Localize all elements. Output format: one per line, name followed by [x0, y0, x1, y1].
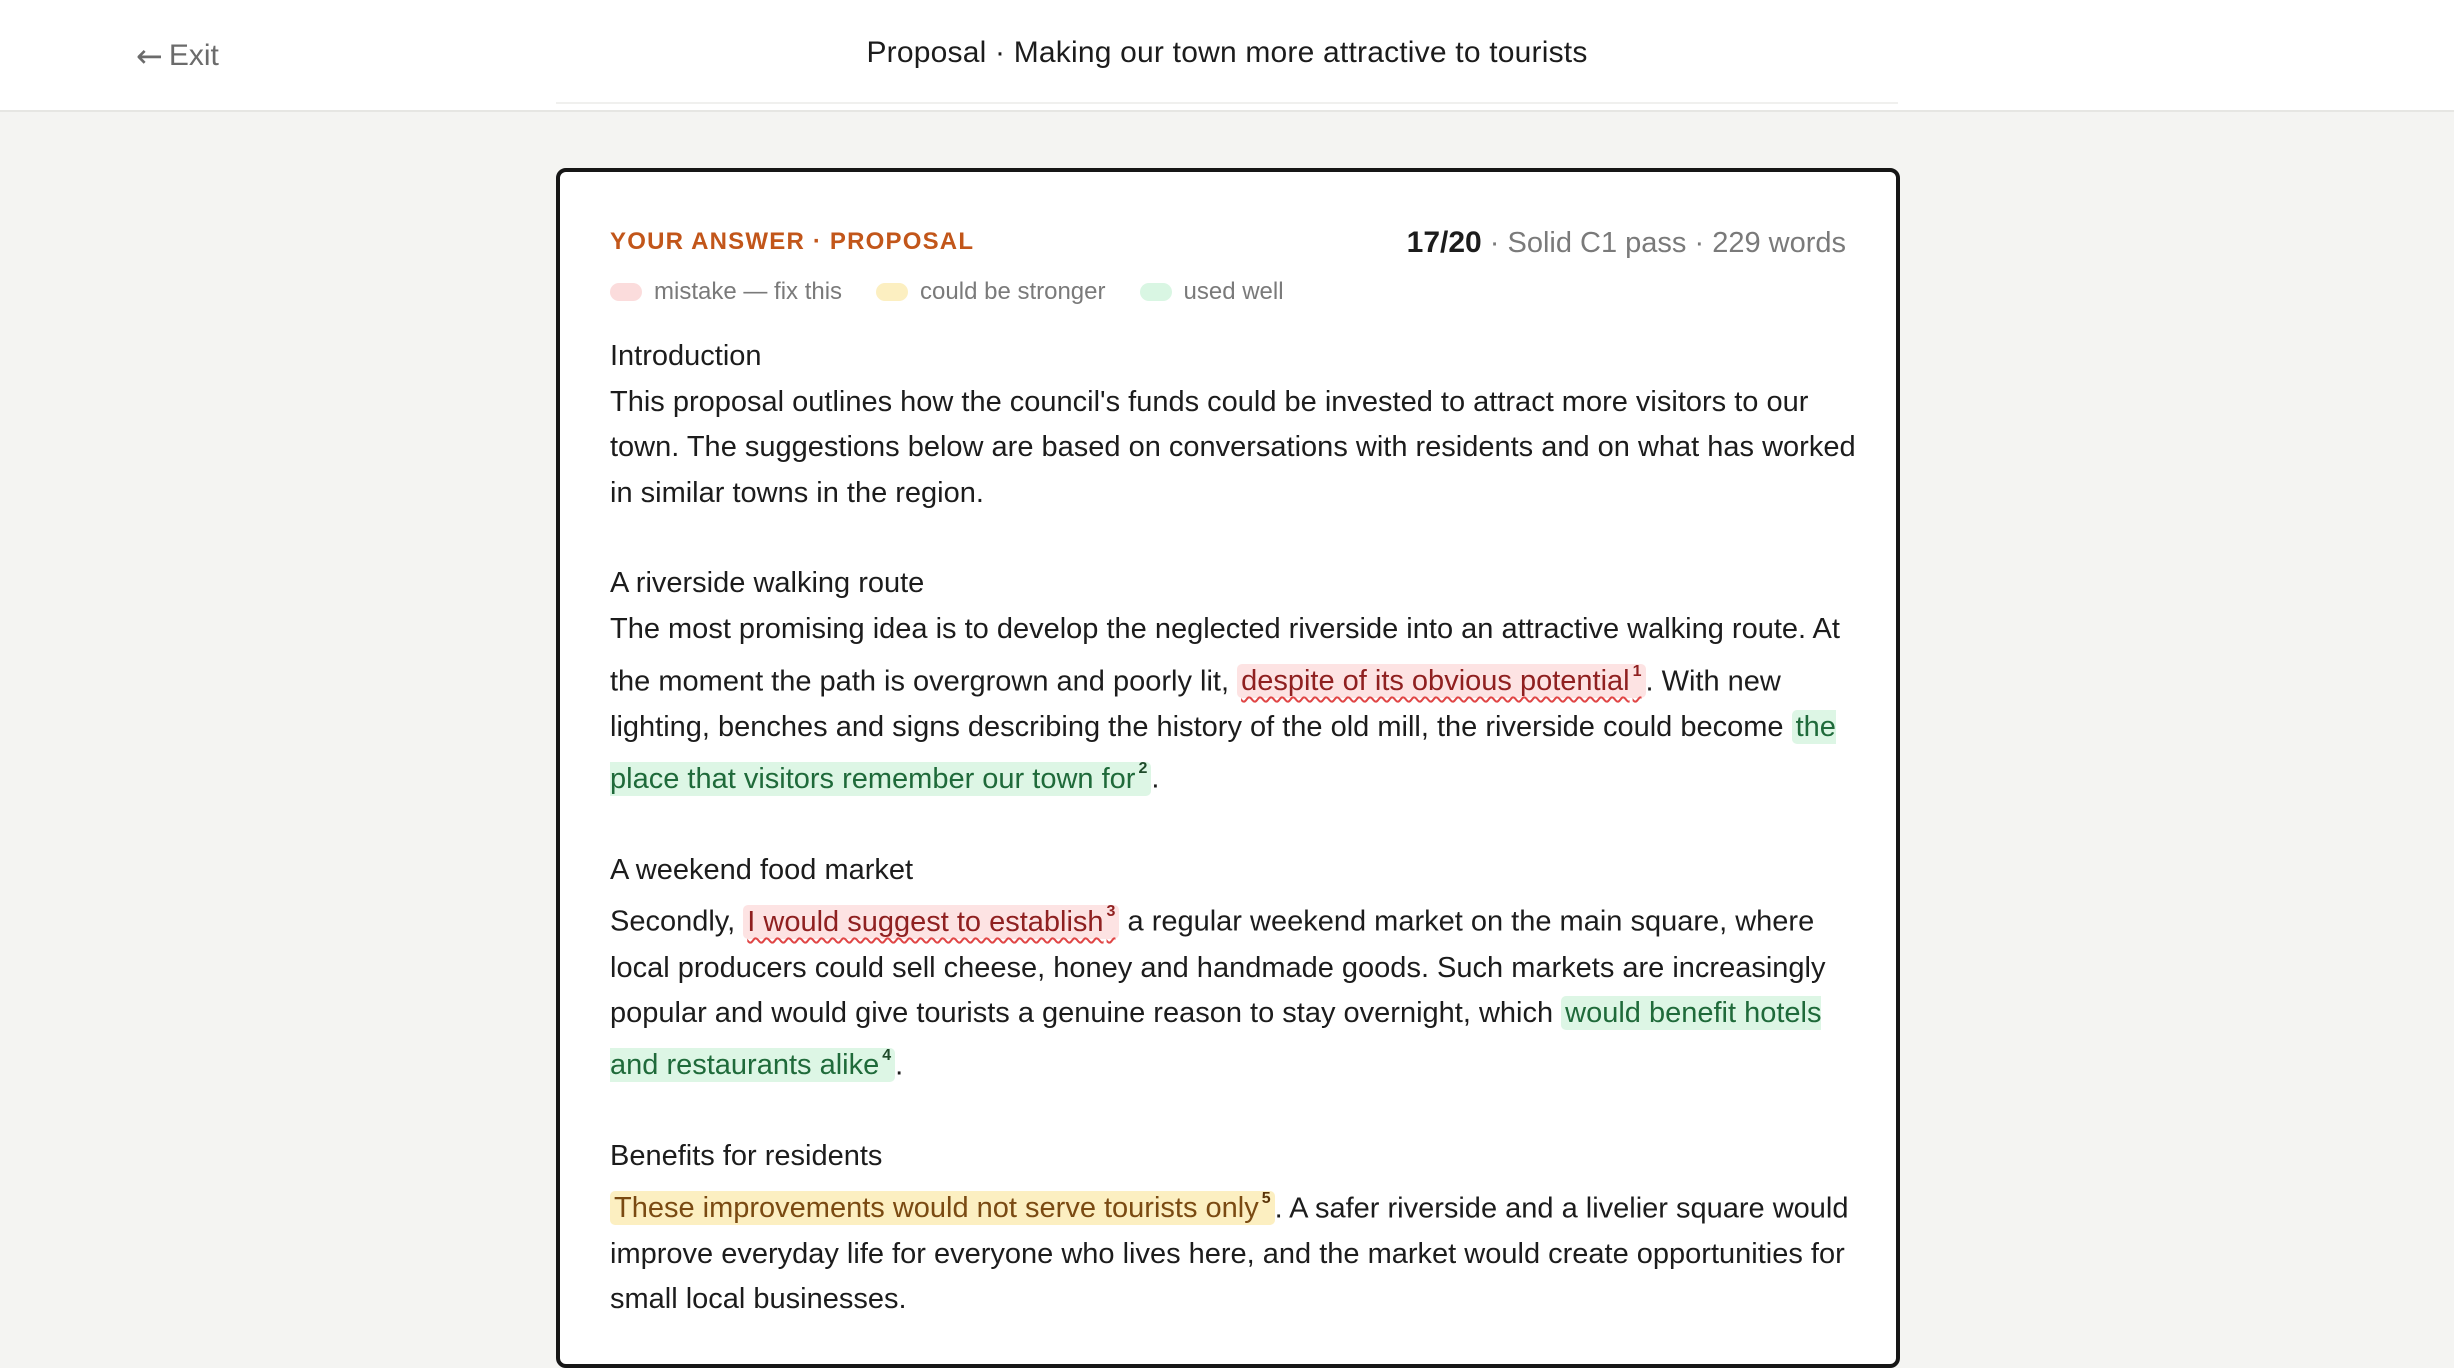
score-detail: · Solid C1 pass · 229 words: [1481, 227, 1846, 259]
stronger-highlight-5[interactable]: [610, 1191, 1275, 1225]
highlight-text: the place that visitors remember our town for: [610, 710, 1836, 796]
card-header: [610, 226, 1846, 266]
highlight-legend: [610, 278, 1284, 306]
answer-text: [610, 334, 1860, 1368]
annotation-number: 3: [1106, 903, 1116, 921]
page-title: Proposal · Making our town more attractive to tourists: [866, 36, 1588, 69]
score-value: 17/20: [1406, 226, 1482, 259]
annotation-number: 4: [882, 1046, 892, 1064]
score-summary: [1407, 226, 1846, 260]
legend-stronger-label: could be stronger: [920, 278, 1106, 305]
section-benefits: [610, 1134, 1860, 1323]
section-title: Introduction: [610, 340, 762, 372]
legend-mistake: [610, 278, 842, 306]
answer-type-label: YOUR ANSWER · PROPOSAL: [610, 228, 975, 255]
paragraph: This proposal outlines how the council's funds could be invested to attract more visitors to our town. The suggestions below are based on conversations with residents and on what has worked in similar towns in the region.: [610, 385, 1856, 509]
mistake-highlight-3[interactable]: [743, 905, 1119, 939]
section-title: A weekend food market: [610, 853, 914, 886]
annotation-number: 1: [1632, 662, 1642, 680]
paragraph-text: .: [1151, 763, 1160, 796]
section-food-market: [610, 848, 1860, 1089]
section-introduction: [610, 334, 1860, 516]
legend-mistake-label: mistake — fix this: [654, 278, 843, 305]
highlight-text: These improvements would not serve tourists only: [614, 1192, 1259, 1225]
paragraph-text: . With new lighting, benches and signs describing the history of the old mill, the riverside could become: [610, 665, 1792, 743]
section-title: Benefits for residents: [610, 1139, 883, 1172]
highlight-text: despite of its obvious potential: [1241, 665, 1630, 698]
mistake-highlight-1[interactable]: [1237, 664, 1645, 698]
mistake-swatch: [610, 283, 642, 301]
annotation-number: 5: [1261, 1189, 1271, 1207]
legend-well-label: used well: [1183, 278, 1284, 305]
legend-stronger: [876, 278, 1105, 306]
section-riverside: [610, 561, 1860, 802]
section-title: A riverside walking route: [610, 567, 925, 600]
paragraph-text: .: [895, 1049, 904, 1082]
highlight-text: I would suggest to establish: [747, 905, 1104, 938]
paragraph-text: a regular weekend market on the main square, where local producers could sell cheese, honey and handmade goods. Such markets are increasingly popular and would give tourists a genuine reason to stay overnight, which: [610, 905, 1826, 1030]
well-swatch: [1140, 283, 1172, 301]
stronger-swatch: [876, 283, 908, 301]
paragraph-text: . A safer riverside and a livelier square would improve everyday life for everyone who lives here, and the market would create opportunities for small local businesses.: [610, 1192, 1849, 1316]
answer-card: [556, 168, 1900, 1368]
annotation-number: 2: [1138, 760, 1148, 778]
highlight-text: would benefit hotels and restaurants alike: [610, 997, 1822, 1082]
paragraph-text: Secondly,: [610, 905, 744, 938]
legend-well: [1140, 278, 1284, 306]
arrow-left-icon: ←: [136, 37, 163, 75]
exit-label: Exit: [168, 39, 219, 72]
paragraph-text: The most promising idea is to develop the neglected riverside into an attractive walking route. At the moment the path is overgrown and poorly lit,: [610, 612, 1840, 698]
top-bar: [0, 0, 2454, 112]
